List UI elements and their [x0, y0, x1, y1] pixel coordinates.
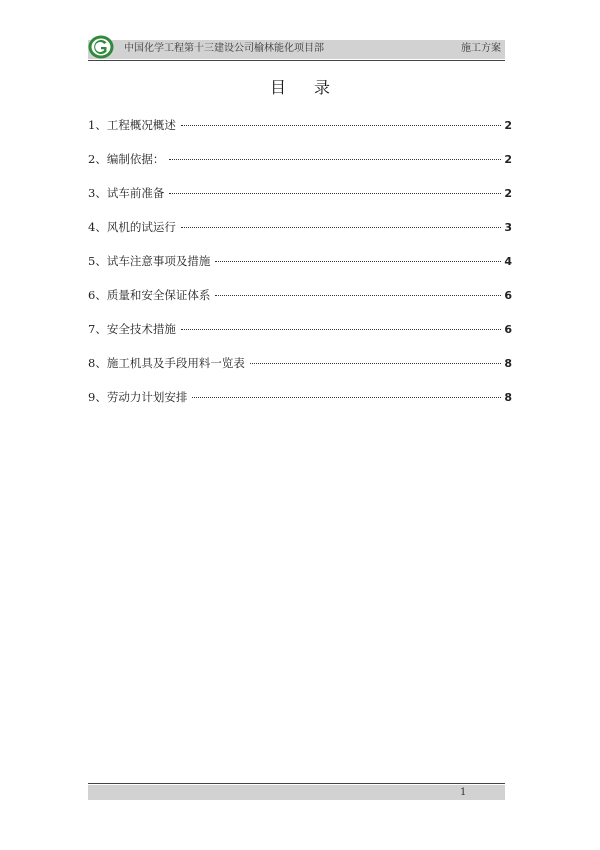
toc-item-page: 2: [504, 187, 512, 200]
toc-item-label: 3、试车前准备: [88, 186, 165, 200]
toc-leader-dots: [181, 227, 502, 228]
footer-bar: [88, 785, 505, 800]
toc-item-label: 7、安全技术措施: [88, 322, 176, 336]
toc-item-label: 6、质量和安全保证体系: [88, 288, 211, 302]
toc-item-page: 8: [504, 391, 512, 404]
toc-item[interactable]: [88, 186, 512, 220]
toc-item[interactable]: [88, 254, 512, 288]
toc-item-label: 9、劳动力计划安排: [88, 390, 188, 404]
toc-item[interactable]: [88, 322, 512, 356]
toc-leader-dots: [215, 295, 501, 296]
toc-title: 目录: [269, 78, 358, 97]
toc-item-label: 5、试车注意事项及措施: [88, 254, 211, 268]
header-company-name: 中国化学工程第十三建设公司榆林能化项目部: [124, 43, 324, 54]
toc-leader-dots: [169, 193, 501, 194]
toc-item[interactable]: [88, 390, 512, 424]
toc-item-page: 8: [504, 357, 512, 370]
toc-leader-dots: [169, 159, 501, 160]
toc-item-page: 2: [504, 119, 512, 132]
toc-item-page: 6: [504, 323, 512, 336]
header-rule: [88, 60, 505, 61]
toc-item-page: 2: [504, 153, 512, 166]
toc-item-label: 2、编制依据：: [88, 152, 165, 166]
toc-item-label: 8、施工机具及手段用料一览表: [88, 356, 245, 370]
toc-item-page: 6: [504, 289, 512, 302]
toc-item[interactable]: [88, 152, 512, 186]
toc-leader-dots: [181, 329, 502, 330]
toc-leader-dots: [192, 397, 501, 398]
toc-item-label: 4、风机的试运行: [88, 220, 176, 234]
toc-item[interactable]: [88, 356, 512, 390]
footer-page-number: 1: [460, 787, 467, 798]
footer-rule: [88, 783, 505, 784]
toc-item[interactable]: [88, 118, 512, 152]
toc-item-page: 3: [504, 221, 512, 234]
toc-list: [88, 118, 512, 424]
toc-leader-dots: [181, 125, 502, 126]
toc-leader-dots: [215, 261, 501, 262]
company-logo-icon: [88, 35, 114, 59]
toc-item-label: 1、工程概况概述: [88, 118, 176, 132]
toc-item[interactable]: [88, 288, 512, 322]
header-document-type: 施工方案: [461, 43, 501, 54]
toc-item[interactable]: [88, 220, 512, 254]
toc-item-page: 4: [504, 255, 512, 268]
toc-leader-dots: [250, 363, 502, 364]
